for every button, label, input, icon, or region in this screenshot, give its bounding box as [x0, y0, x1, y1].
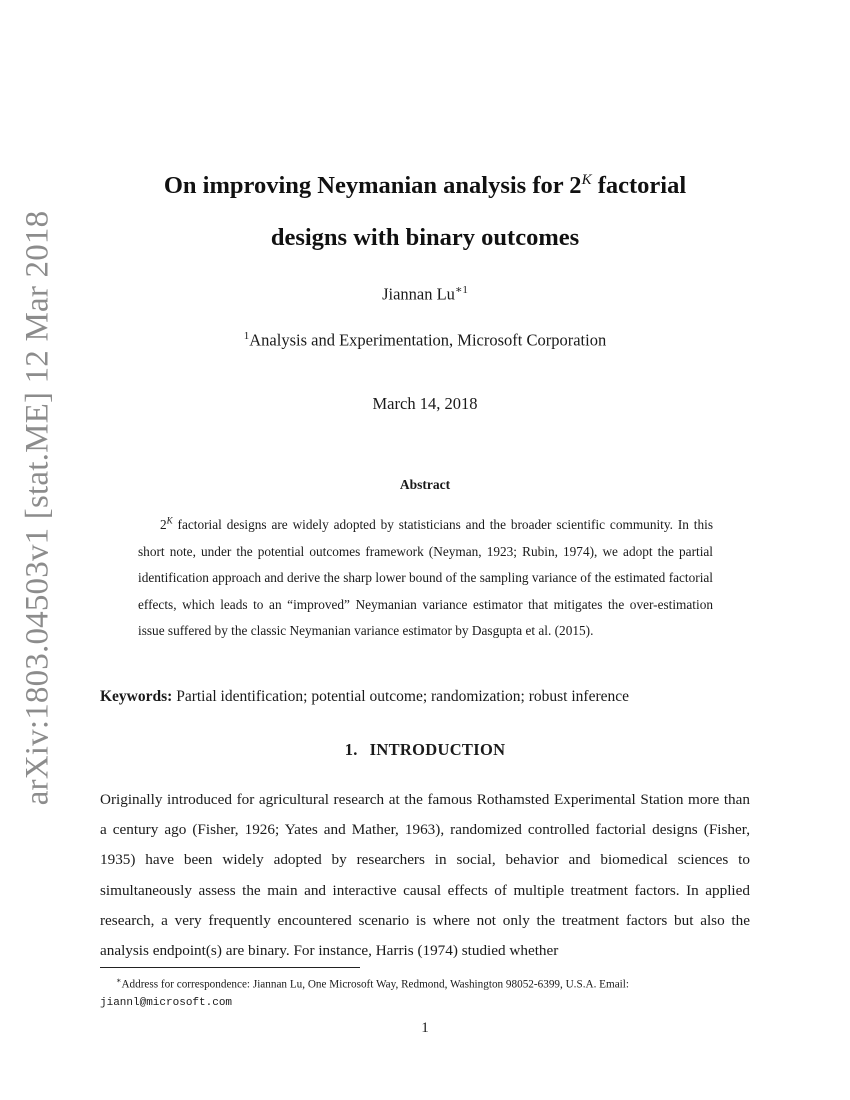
affiliation-mark: 1: [243, 330, 250, 342]
keywords-line: [100, 688, 750, 706]
title-text-pre: On improving Neymanian analysis for 2: [163, 172, 582, 200]
abstract-text: factorial designs are widely adopted by statisticians and the broader scientific community. In this short note, under the potential outcomes framework (Neyman, 1923; Rubin, 1974), we adopt the partial identification approach and derive the sharp lower bound of the sampling variance of the estimated factorial effects, which leads to an “improved” Neymanian variance estimator that mitigates the over-estimation issue suffered by the classic Neymanian variance estimator by Dasgupta et al. (2015).: [138, 517, 713, 638]
paper-date: March 14, 2018: [372, 394, 478, 413]
abstract-heading: Abstract: [399, 477, 451, 492]
section-number: 1.: [344, 740, 358, 759]
author-marks: ∗1: [454, 284, 468, 296]
author-line: [100, 283, 750, 305]
intro-paragraph: Originally introduced for agricultural research at the famous Rothamsted Experimental Station more than a century ago (Fisher, 1926; Yates and Mather, 1963), randomized controlled factorial designs (Fisher, 1935) have been widely adopted by researchers in social, behavior and biomedical sciences to simultaneously assess the main and interactive causal effects of multiple treatment factors. In applied research, a very frequently encountered scenario is where not only the treatment factors but also the analysis endpoint(s) are binary. For instance, Harris (1974) studied whether: [100, 791, 750, 960]
abstract-base: 2: [160, 517, 167, 532]
abstract-superscript: K: [166, 515, 173, 526]
affiliation-text: Analysis and Experimentation, Microsoft Corporation: [249, 330, 607, 350]
footnote-rule: [100, 967, 360, 968]
section-title: INTRODUCTION: [369, 740, 506, 759]
footnote-text: Address for correspondence: Jiannan Lu, One Microsoft Way, Redmond, Washington 98052-6399, U.S.A. Email:: [121, 978, 629, 991]
title-text-post: factorial: [591, 172, 687, 200]
arxiv-identifier-stamp: arXiv:1803.04503v1 [stat.ME] 12 Mar 2018: [19, 210, 56, 806]
page-number: 1: [421, 1020, 429, 1036]
title-superscript: K: [581, 172, 592, 188]
footnote-email: jiannl@microsoft.com: [100, 996, 233, 1009]
footnote-mark: ∗: [116, 976, 122, 985]
keywords-text: Partial identification; potential outcome; randomization; robust inference: [176, 688, 630, 705]
section-heading: [100, 740, 750, 760]
affiliation-line: [100, 330, 750, 351]
author-name: Jiannan Lu: [382, 284, 455, 304]
paper-title-line-2: designs with binary outcomes: [270, 224, 580, 251]
footnote: [100, 972, 750, 1012]
paper-title-line-1: [100, 172, 750, 200]
abstract-body: [138, 512, 713, 645]
keywords-label: Keywords:: [100, 688, 173, 705]
